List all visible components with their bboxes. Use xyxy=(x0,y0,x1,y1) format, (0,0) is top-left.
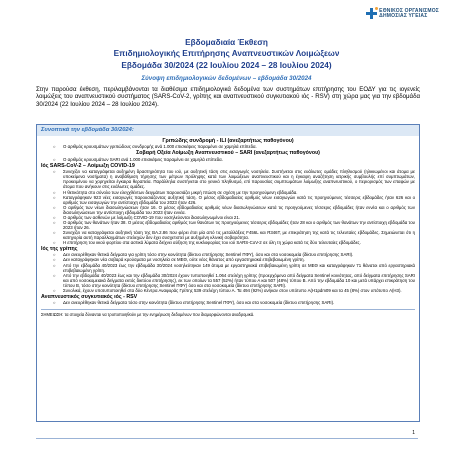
report-week-range: Εβδομάδα 30/2024 (22 Ιουλίου 2024 – 28 Ιουλίου 2024) xyxy=(121,61,332,70)
report-title: Εβδομαδιαία Έκθεση xyxy=(185,38,268,47)
summary-box xyxy=(36,124,420,422)
ili-list xyxy=(41,144,415,149)
list-item: ○ Από την εβδομάδα 40/2023 έως την εβδομάδα 30/2024 νοσηλεύτηκαν 149 άτομα με εργαστηριακά επιβεβαιωμένη γρίπη σε ΜΕΘ και καταγράφηκαν 71 θάνατοι από εργαστηριακά επιβεβαιωμένη γρίπη. xyxy=(41,263,415,273)
rsv-section-title: Αναπνευστικός συγκυτιακός ιός - RSV xyxy=(41,293,138,300)
list-item: ○ Δεν καταγράφηκαν νέα σοβαρά κρούσματα με νοσηλεία σε ΜΕΘ, ούτε νέος θάνατος από εργαστηριακά επιβεβαιωμένη γρίπη. xyxy=(41,257,415,262)
intro-paragraph: Στην παρούσα έκθεση, περιλαμβάνονται τα διαθέσιμα επιδημιολογικά δεδομένα των συστημάτων επιτήρησης του ΕΟΔΥ για τις ιογενείς λοιμώξεις του αναπνευστικού συστήματος (SARS-CoV-2, γρίπης και αναπνευστικού συγκυτιακού ιός - RSV) στη χώρα μας για την εβδομάδα 30/2024 (22 Ιουλίου 2024 – 28 Ιουλίου 2024). xyxy=(36,86,420,108)
page-number: 1 xyxy=(412,430,415,436)
list-item: ○ Δεν ανευρέθηκαν θετικά δείγματα για γρίπη τόσο στην κοινότητα (δίκτυο επιτήρησης Sentinel ΠΦΥ), όσο και στα νοσοκομεία (δίκτυο επιτήρησης SARI). xyxy=(41,252,415,257)
sari-list xyxy=(41,157,415,162)
list-item: ○ Ο αριθμός κρουσμάτων γριπώδους συνδρομής ανά 1.000 επισκέψεις παραμένει σε χαμηλά επίπεδα. xyxy=(41,144,415,149)
list-item: ○ Ο αριθμός των νέων διασωληνώσεων ήταν 16. Ο μέσος εβδομαδιαίος αριθμός νέων διασωληνώσεων κατά τις προηγούμενες τέσσερις εβδομάδες ήταν εννέα και ο αριθμός των διασωληνώσεων την αντίστοιχη εβδομάδα του 2023 ήταν εννέα. xyxy=(41,205,415,215)
logo-line-1: ΕΘΝΙΚΟΣ ΟΡΓΑΝΙΣΜΟΣ xyxy=(379,7,439,14)
covid-list xyxy=(41,169,415,245)
list-item: ○ Από την εβδομάδα 40/2023 έως και την εβδομάδα 30/2024 έχουν τυποποιηθεί 1.064 στελέχη γρίπης (προερχόμενα από δείγματα Sentinel κοινότητας, από δείγματα επιτήρησης SARI και από νοσοκομειακά δείγματα εκτός δικτύου επιτήρησης), εκ των οποίων τα 557 (52%) ήταν τύπου Α και 507 (48%) τύπου Β. Από την εβδομάδα 10 και μετά υπάρχει επικράτηση του τύπου Β, τόσο στην κοινότητα (δίκτυο επιτήρησης Sentinel ΠΦΥ) όσο και στα νοσοκομεία (δίκτυο επιτήρησης SARI). xyxy=(41,273,415,288)
footnote: ΣΗΜΕΙΩΣΗ: τα στοιχεία δύνανται να τροποποιηθούν με την ενημέρωση δεδομένων που διαμορφώνονται αναδρομικά. xyxy=(41,309,415,317)
list-item: ○ Ο αριθμός των ασθενών με λοίμωξη COVID-19 που νοσηλεύονται διασωληνωμένοι είναι 21. xyxy=(41,215,415,220)
rsv-list xyxy=(41,300,415,305)
sari-section-title: Σοβαρή Οξεία Λοίμωξη Αναπνευστικού – SARI (ανεξαρτήτως παθογόνου) xyxy=(136,150,320,157)
list-item: ○ Ο αριθμός των θανάτων ήταν 38. Ο μέσος εβδομαδιαίος αριθμός των θανάτων τις προηγούμενες τέσσερις εβδομάδες ήταν 28 και ο αριθμός των θανάτων την αντίστοιχη εβδομάδα του 2023 ήταν 26. xyxy=(41,220,415,230)
eody-logo xyxy=(366,8,439,19)
footer-divider xyxy=(36,438,418,439)
list-item: ○ Συνεχίζει να καταγράφεται αυξητική τάση της BA.2.86 που φέρει έτσι μία από τις μεταλλάξεις F456L και R346T, με επικράτηση της κατά τις τελευταίες εβδομάδες. Σημειώνεται ότι η κατηγορία αυτή παραλλαγμάτων στελεχών δεν έχει συσχετιστεί με αυξημένη κλινική σοβαρότητα. xyxy=(41,230,415,240)
list-item: ○ Καταγράφηκαν 923 νέες εισαγωγές παρουσιάζοντας αυξητική τάση. Ο μέσος εβδομαδιαίος αριθμός νέων εισαγωγών κατά τις προηγούμενες τέσσερις εβδομάδες ήταν 626 και ο αριθμός των εισαγωγών την αντίστοιχη εβδομάδα του 2023 ήταν 426. xyxy=(41,195,415,205)
report-subtitle: Σύνοψη επιδημιολογικών δεδομένων – εβδομάδα 30/2024 xyxy=(141,75,312,82)
summary-box-heading: Συνοπτικά την εβδομάδα 30/2024: xyxy=(37,125,419,136)
flu-list xyxy=(41,252,415,292)
summary-content xyxy=(37,136,419,317)
flu-section-title: Ιός της γρίπης xyxy=(41,246,78,253)
ili-section-title: Γριπώδης συνδρομή - ILI (ανεξαρτήτως παθογόνου) xyxy=(162,138,294,144)
eody-cross-logo-icon xyxy=(366,8,377,19)
list-item: ○ Συνολικά, έχουν υποτυποποιηθεί στα δύο Κέντρα Αναφοράς Γρίπης 539 στελέχη τύπου Α. Τα 494 (92%) ανήκαν στον υπότυπο A(H1pdm09 και τα 45 (8%) στον υπότυπο A(H3). xyxy=(41,288,415,293)
list-item: ○ Δεν ανευρέθηκαν θετικά δείγματα τόσο στην κοινότητα (δίκτυο επιτήρησης Sentinel ΠΦΥ), όσο και στα νοσοκομεία (δίκτυο επιτήρησης SARI). xyxy=(41,300,415,305)
logo-text xyxy=(379,9,439,19)
covid-section-title: Ιός SARS-CoV-2 – Λοίμωξη COVID-19 xyxy=(41,162,135,169)
list-item: ○ Η θετικότητα στο σύνολο των ελεγχθέντων δειγμάτων παρουσιάζει μικρή πτώση σε σχέση με την προηγούμενη εβδομάδα. xyxy=(41,190,415,195)
report-title-line-2: Επιδημιολογικής Επιτήρησης Αναπνευστικών Λοιμώξεων xyxy=(113,49,340,58)
list-item: ○ Συνεχίζει να καταγράφεται αυξημένη δραστηριότητα του ιού, με αυξητική τάση στις εισαγωγές νοσηλεία. Συστήνεται στις ευάλωτες ομάδες πληθυσμού (ηλικιωμένοι και άτομα με υποκείμενα νοσήματα) η αναβάθμιση τήρησης των μέτρων πρόληψης κατά των λοιμώξεων αναπνευστικού και η έγκαιρη αναζήτηση ιατρικής συμβουλής επί συμπτωμάτων, προκειμένου να χορηγείται έγκαιρα θεραπεία. Παράλληλα συστήνεται στο γενικό πληθυσμό, επί παρουσίας συμπτωμάτων λοίμωξης αναπνευστικού, ο περιορισμός των επαφών με άτομα που ανήκουν στις ευάλωτες ομάδες. xyxy=(41,169,415,189)
list-item: ○ Η επιτήρηση του ιικού φορτίου στα αστικά λύματα δείχνει αύξηση της κυκλοφορίας του ιού SARS-CoV-2 σε όλη τη χώρα κατά τις δύο τελευταίες εβδομάδες. xyxy=(41,240,415,245)
list-item: ○ Ο αριθμός κρουσμάτων SARI ανά 1.000 επισκέψεις παραμένει σε χαμηλά επίπεδα. xyxy=(41,157,415,162)
logo-line-2: ΔΗΜΟΣΙΑΣ ΥΓΕΙΑΣ xyxy=(379,12,428,19)
